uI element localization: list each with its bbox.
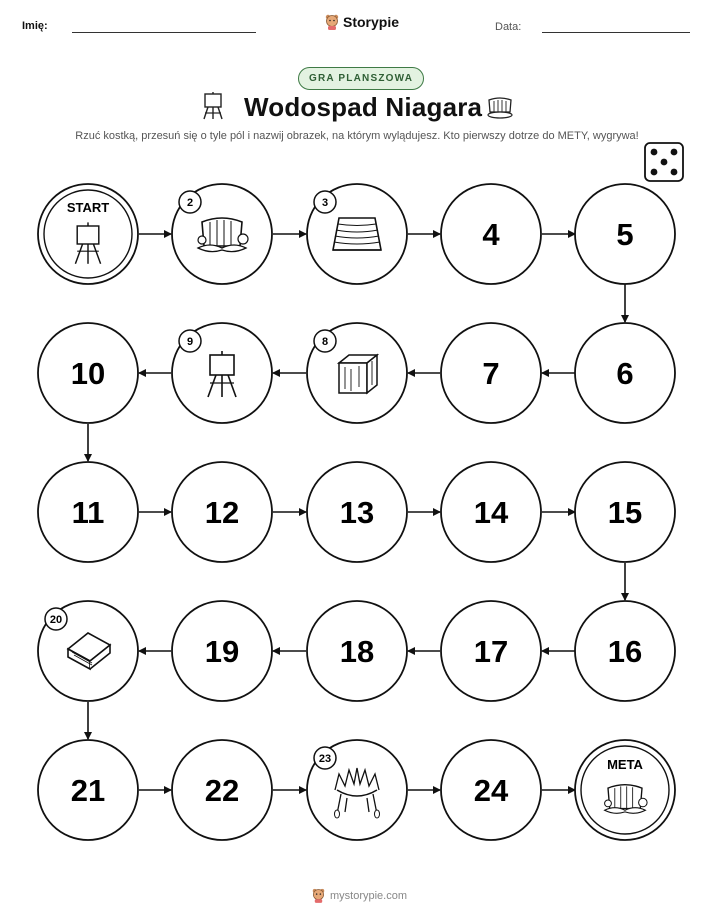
board-cell-10 (38, 323, 138, 423)
cell-number: 4 (482, 217, 500, 252)
board-cell-13 (307, 462, 407, 562)
die-pip (661, 159, 668, 166)
cell-number: 15 (607, 495, 643, 530)
die-pip (671, 169, 678, 176)
instructions: Rzuć kostką, przesuń się o tyle pól i nazwij obrazek, na którym wylądujesz. Kto pierwszy dotrze do METY, wygrywa! (75, 130, 639, 142)
board-cell-23 (307, 740, 407, 840)
start-label: START (66, 200, 110, 215)
footer-site: mystorypie.com (330, 889, 408, 902)
cell-number: 21 (70, 773, 106, 808)
board-cell-18 (307, 601, 407, 701)
die-pip (671, 149, 678, 156)
board-cell-12 (172, 462, 272, 562)
board-cell-21 (38, 740, 138, 840)
board-cell-4 (441, 184, 541, 284)
cell-number: 9 (186, 336, 194, 348)
die-pip (651, 169, 658, 176)
page-title: Wodospad Niagara (244, 92, 483, 122)
finish-label: META (607, 757, 643, 772)
waterfall-icon (198, 218, 248, 252)
cell-number: 16 (607, 634, 643, 669)
board-cell-9 (172, 323, 272, 423)
stone-block-icon (339, 355, 377, 393)
date-label: Data: (495, 21, 522, 33)
cell-number: 13 (339, 495, 375, 530)
cell-number: 2 (186, 197, 194, 209)
cell-number: 23 (318, 753, 332, 765)
cell-number: 18 (339, 634, 375, 669)
board-cell-22 (172, 740, 272, 840)
cell-number: 19 (204, 634, 240, 669)
board-cell-14 (441, 462, 541, 562)
board-cell-7 (441, 323, 541, 423)
waterfall-icon (605, 785, 648, 814)
footer (312, 888, 407, 903)
cell-number: 6 (616, 356, 634, 391)
board-cell-24 (441, 740, 541, 840)
board-cell-5 (575, 184, 675, 284)
bear-icon (312, 888, 325, 903)
board-cell-6 (575, 323, 675, 423)
cell-number: 12 (204, 495, 240, 530)
start-cell (38, 184, 138, 284)
board-cell-11 (38, 462, 138, 562)
cell-number: 10 (70, 356, 106, 391)
brand-name: Storypie (343, 14, 400, 30)
cell-number: 11 (71, 495, 105, 530)
cell-number: 8 (321, 336, 329, 348)
board-cell-19 (172, 601, 272, 701)
cell-number: 7 (482, 356, 500, 391)
board-cell-20 (38, 601, 138, 701)
cell-number: 22 (204, 773, 240, 808)
die-icon (645, 143, 683, 181)
cell-number: 14 (473, 495, 509, 530)
board-cell-3 (307, 184, 407, 284)
cell-number: 5 (616, 217, 634, 252)
cell-number: 17 (473, 634, 509, 669)
finish-cell (575, 740, 675, 840)
rock-icon (333, 218, 381, 250)
name-label: Imię: (22, 20, 48, 32)
board-cell-16 (575, 601, 675, 701)
cell-number: 24 (473, 773, 509, 808)
die-pip (651, 149, 658, 156)
board-cell-8 (307, 323, 407, 423)
cell-number: 20 (49, 614, 63, 626)
board-cell-2 (172, 184, 272, 284)
board-cell-15 (575, 462, 675, 562)
game-type-badge: GRA PLANSZOWA (298, 67, 424, 90)
board-cell-17 (441, 601, 541, 701)
cell-number: 3 (321, 197, 329, 209)
